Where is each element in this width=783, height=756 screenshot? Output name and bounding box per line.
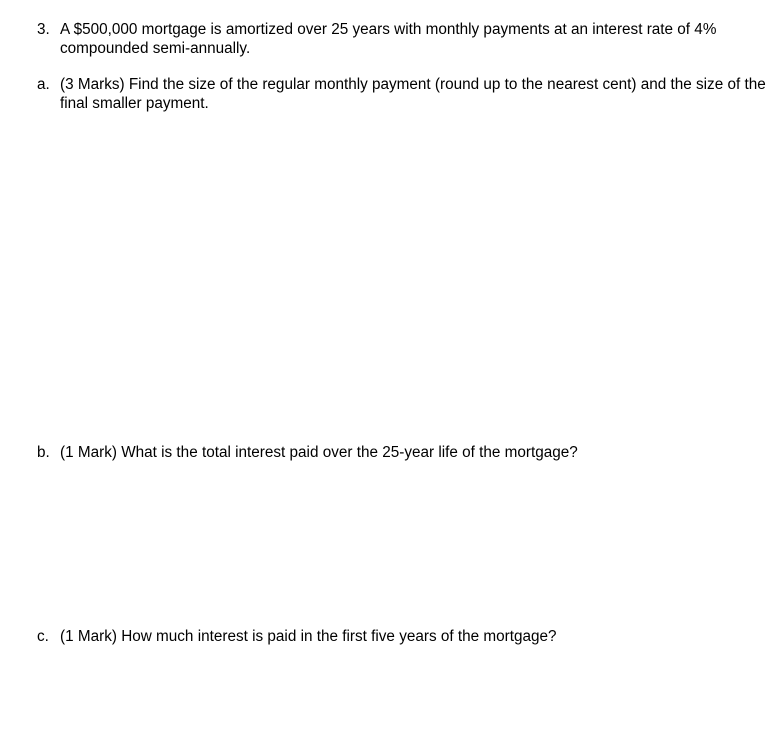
question-text: A $500,000 mortgage is amortized over 25 years with monthly payments at an interest rate of 4% compounded semi-annually.	[60, 21, 717, 57]
part-label: a.	[37, 76, 50, 93]
part-text: (1 Mark) How much interest is paid in the first five years of the mortgage?	[60, 628, 557, 645]
part-label: b.	[37, 444, 50, 461]
question-part-b	[37, 443, 767, 462]
question-number: 3.	[37, 21, 50, 38]
question-3	[37, 20, 737, 58]
question-part-c	[37, 627, 767, 646]
part-text: (3 Marks) Find the size of the regular monthly payment (round up to the nearest cent) and the size of the final smaller payment.	[60, 76, 766, 112]
question-part-a	[37, 75, 767, 113]
part-label: c.	[37, 628, 49, 645]
part-text: (1 Mark) What is the total interest paid over the 25-year life of the mortgage?	[60, 444, 578, 461]
